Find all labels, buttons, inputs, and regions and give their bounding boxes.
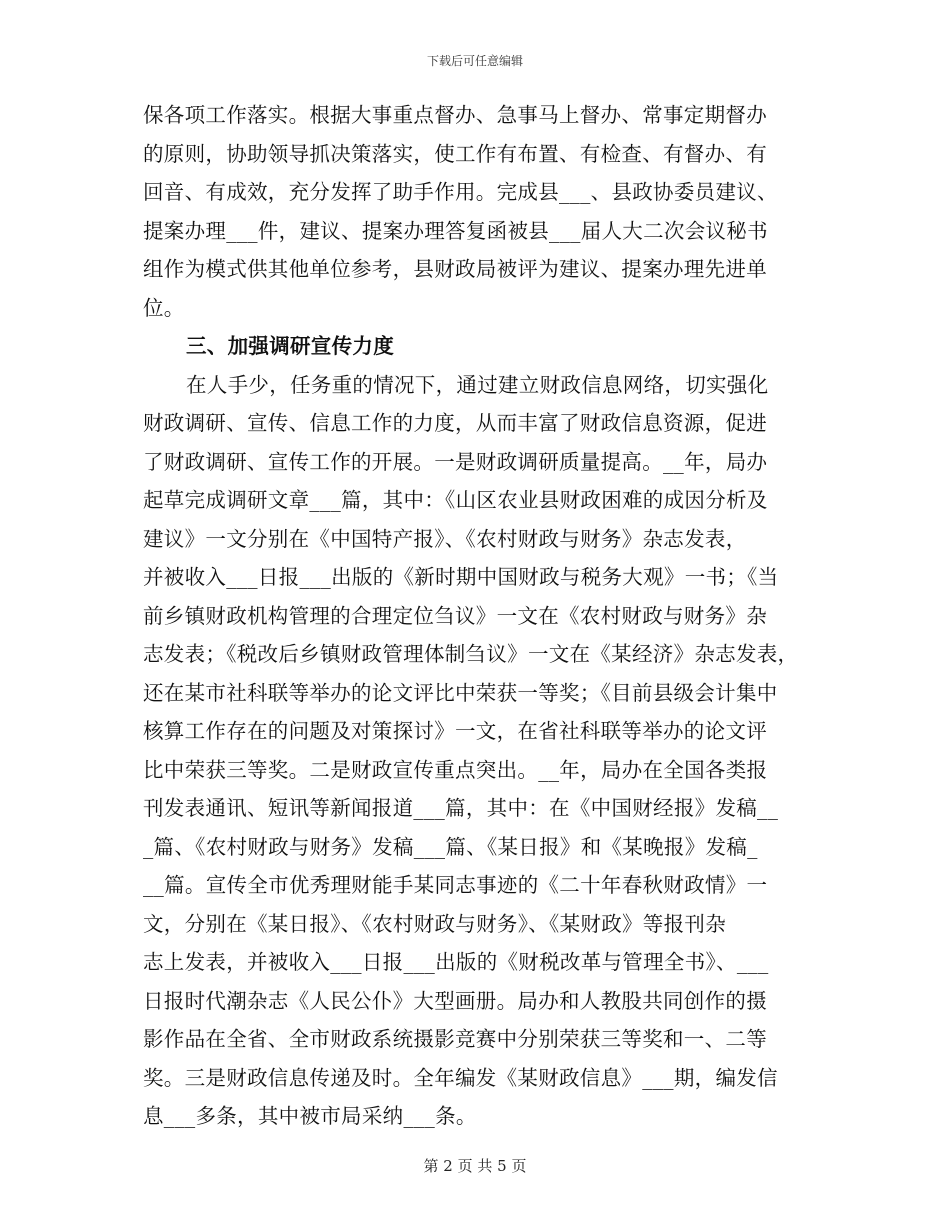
- page-header: 下载后可任意编辑: [426, 54, 523, 68]
- body-line: 还在某市社科联等举办的论文评比中荣获一等奖；《目前县级会计集中: [143, 680, 778, 705]
- body-line: 并被收入___日报___出版的《新时期中国财政与税务大观》一书；《当: [143, 565, 779, 589]
- body-line: 前乡镇财政机构管理的合理定位刍议》一文在《农村财政与财务》杂: [143, 603, 767, 628]
- body-line: 刊发表通讯、短讯等新闻报道___篇，其中：在《中国财经报》发稿__: [143, 796, 779, 820]
- body-line: 影作品在全省、全市财政系统摄影竞赛中分别荣获三等奖和一、二等: [143, 1027, 767, 1051]
- body-line: 提案办理___件，建议、提案办理答复函被县___届人大二次会议秘书: [143, 218, 768, 243]
- body-line: 建议》一文分别在《中国特产报》、《农村财政与财务》杂志发表，: [143, 526, 747, 551]
- document-body: [143, 96, 823, 1136]
- body-line: __篇。宣传全市优秀理财能手某同志事迹的《二十年春秋财政情》一: [143, 873, 768, 897]
- body-line: 了财政调研、宣传工作的开展。一是财政调研质量提高。__年，局办: [143, 449, 768, 474]
- body-line: 组作为模式供其他单位参考，县财政局被评为建议、提案办理先进单: [143, 257, 767, 281]
- body-line: 位。: [143, 295, 185, 320]
- body-line: 保各项工作落实。根据大事重点督办、急事马上督办、常事定期督办: [143, 103, 767, 127]
- body-line: 回音、有成效，充分发挥了助手作用。完成县___、县政协委员建议、: [143, 180, 778, 204]
- body-line: 核算工作存在的问题及对策探讨》一文，在省社科联等举办的论文评: [143, 719, 767, 743]
- body-line: 息___多条，其中被市局采纳___条。: [143, 1104, 477, 1128]
- body-line: 奖。三是财政信息传递及时。全年编发《某财政信息》___期，编发信: [143, 1065, 778, 1090]
- page-number: 第 2 页 共 5 页: [423, 1157, 527, 1175]
- body-line: _篇、《农村财政与财务》发稿___篇、《某日报》和《某晚报》发稿_: [143, 834, 758, 859]
- body-line: 日报时代潮杂志《人民公仆》大型画册。局办和人教股共同创作的摄: [143, 988, 767, 1013]
- body-line: 比中荣获三等奖。二是财政宣传重点突出。__年，局办在全国各类报: [143, 757, 768, 782]
- body-line: 的原则，协助领导抓决策落实，使工作有布置、有检查、有督办、有: [143, 141, 767, 166]
- body-line: 财政调研、宣传、信息工作的力度，从而丰富了财政信息资源，促进: [143, 411, 767, 435]
- body-line: 起草完成调研文章___篇，其中：《山区农业县财政困难的成因分析及: [143, 488, 768, 512]
- body-line: 志发表；《税改后乡镇财政管理体制刍议》一文在《某经济》杂志发表，: [143, 642, 799, 666]
- body-line: 志上发表，并被收入___日报___出版的《财税改革与管理全书》、___: [143, 950, 769, 974]
- body-line: 文，分别在《某日报》、《农村财政与财务》、《某财政》等报刊杂: [143, 911, 726, 936]
- paragraph-first-line: 在人手少，任务重的情况下，通过建立财政信息网络，切实强化: [186, 372, 769, 397]
- section-heading: 三、加强调研宣传力度: [186, 334, 394, 358]
